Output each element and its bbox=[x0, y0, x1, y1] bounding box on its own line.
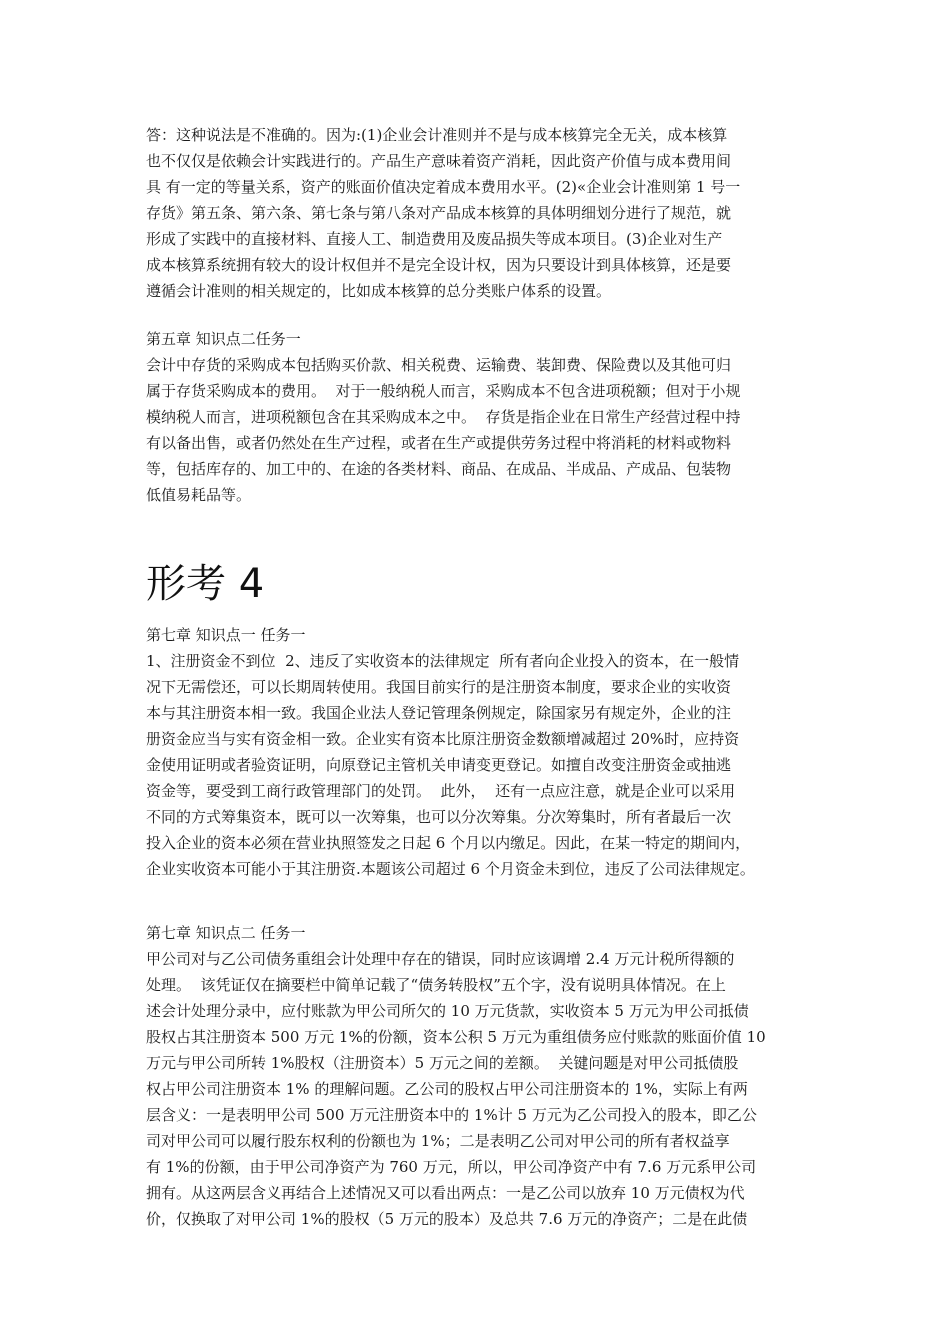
section-line: 资金等，要受到工商行政管理部门的处罚。 此外， 还有一点应注意，就是企业可以采用 bbox=[146, 782, 736, 800]
section-chapter5 bbox=[146, 326, 816, 508]
section-heading: 第七章 知识点一 任务一 bbox=[146, 626, 306, 644]
section-line: 层含义：一是表明甲公司 500 万元注册资本中的 1%计 5 万元为乙公司投入的股本，即乙公 bbox=[146, 1106, 757, 1124]
section-line: 权占甲公司注册资本 1% 的理解问题。乙公司的股权占甲公司注册资本的 1%，实际上有两 bbox=[146, 1080, 748, 1098]
page-title: 形考 4 bbox=[146, 561, 265, 607]
section-line: 股权占其注册资本 500 万元 1%的份额，资本公积 5 万元为重组债务应付账款的账面价值 10 bbox=[146, 1028, 766, 1046]
section-line: 本与其注册资本相一致。我国企业法人登记管理条例规定，除国家另有规定外，企业的注 bbox=[146, 704, 732, 722]
section-line: 投入企业的资本必须在营业执照签发之日起 6 个月以内缴足。因此，在某一特定的期间内， bbox=[146, 834, 751, 852]
section-line: 司对甲公司可以履行股东权利的份额也为 1%；二是表明乙公司对甲公司的所有者权益享 bbox=[146, 1132, 730, 1150]
section-line: 属于存货采购成本的费用。 对于一般纳税人而言，采购成本不包含进项税额；但对于小规 bbox=[146, 382, 741, 400]
title-block bbox=[146, 560, 816, 608]
section-line: 会计中存货的采购成本包括购买价款、相关税费、运输费、装卸费、保险费以及其他可归 bbox=[146, 356, 732, 374]
section-line: 万元与甲公司所转 1%股权（注册资本）5 万元之间的差额。 关键问题是对甲公司抵债股 bbox=[146, 1054, 739, 1072]
section-line: 拥有。从这两层含义再结合上述情况又可以看出两点：一是乙公司以放弃 10 万元债权为代 bbox=[146, 1184, 745, 1202]
section-chapter7-point2 bbox=[146, 920, 816, 1232]
section-chapter7-point1 bbox=[146, 622, 816, 882]
section-line: 册资金应当与实有资金相一致。企业实有资本比原注册资金数额增减超过 20%时，应持资 bbox=[146, 730, 740, 748]
answer-line: 形成了实践中的直接材料、直接人工、制造费用及废品损失等成本项目。(3)企业对生产 bbox=[146, 230, 723, 248]
section-line: 不同的方式筹集资本，既可以一次筹集，也可以分次筹集。分次筹集时，所有者最后一次 bbox=[146, 808, 732, 826]
section-line: 1、注册资金不到位 2、违反了实收资本的法律规定 所有者向企业投入的资本，在一般情 bbox=[146, 652, 740, 670]
section-line: 模纳税人而言，进项税额包含在其采购成本之中。 存货是指企业在日常生产经营过程中持 bbox=[146, 408, 741, 426]
section-line: 金使用证明或者验资证明，向原登记主管机关申请变更登记。如擅自改变注册资金或抽逃 bbox=[146, 756, 732, 774]
section-line: 述会计处理分录中，应付账款为甲公司所欠的 10 万元货款，实收资本 5 万元为甲公司抵债 bbox=[146, 1002, 749, 1020]
section-line: 有 1%的份额，由于甲公司净资产为 760 万元，所以，甲公司净资产中有 7.6 万元系甲公司 bbox=[146, 1158, 757, 1176]
section-line: 企业实收资本可能小于其注册资.本题该公司超过 6 个月资金未到位，违反了公司法律规定。 bbox=[146, 860, 755, 878]
answer-paragraph bbox=[146, 122, 816, 304]
section-heading: 第七章 知识点二 任务一 bbox=[146, 924, 306, 942]
section-line: 甲公司对与乙公司债务重组会计处理中存在的错误，同时应该调增 2.4 万元计税所得额的 bbox=[146, 950, 735, 968]
section-line: 况下无需偿还，可以长期周转使用。我国目前实行的是注册资本制度，要求企业的实收资 bbox=[146, 678, 732, 696]
section-line: 处理。 该凭证仅在摘要栏中简单记载了“债务转股权”五个字，没有说明具体情况。在上 bbox=[146, 976, 726, 994]
section-line: 等，包括库存的、加工中的、在途的各类材料、商品、在成品、半成品、产成品、包装物 bbox=[146, 460, 732, 478]
answer-line: 存货》第五条、第六条、第七条与第八条对产品成本核算的具体明细划分进行了规范，就 bbox=[146, 204, 732, 222]
answer-line: 成本核算系统拥有较大的设计权但并不是完全设计权，因为只要设计到具体核算，还是要 bbox=[146, 256, 732, 274]
answer-line: 也不仅仅是依赖会计实践进行的。产品生产意味着资产消耗，因此资产价值与成本费用间 bbox=[146, 152, 732, 170]
section-line: 低值易耗品等。 bbox=[146, 486, 252, 504]
section-line: 价，仅换取了对甲公司 1%的股权（5 万元的股本）及总共 7.6 万元的净资产；二是在此债 bbox=[146, 1210, 748, 1228]
section-heading: 第五章 知识点二任务一 bbox=[146, 330, 301, 348]
section-line: 有以备出售，或者仍然处在生产过程，或者在生产或提供劳务过程中将消耗的材料或物料 bbox=[146, 434, 732, 452]
answer-line: 遵循会计准则的相关规定的，比如成本核算的总分类账户体系的设置。 bbox=[146, 282, 612, 300]
answer-line: 具 有一定的等量关系，资产的账面价值决定着成本费用水平。(2)«企业会计准则第 1 号一 bbox=[146, 178, 741, 196]
answer-line: 答：这种说法是不准确的。因为:(1)企业会计准则并不是与成本核算完全无关，成本核算 bbox=[146, 126, 728, 144]
